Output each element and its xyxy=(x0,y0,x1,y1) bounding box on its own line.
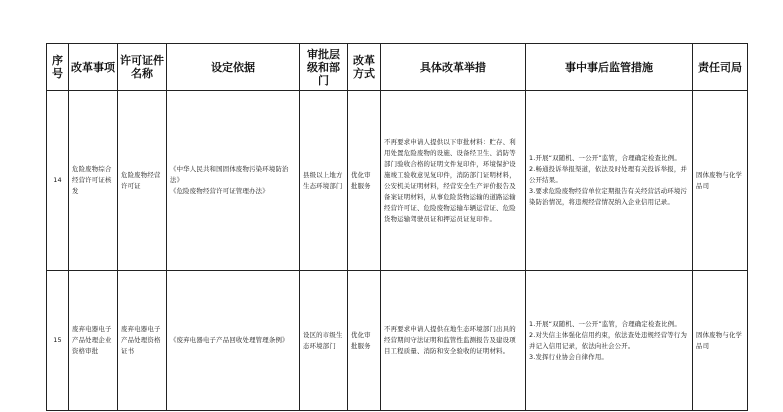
header-no: 序号 xyxy=(47,44,69,91)
row-measures: 不再要求申请人提供以下审批材料：贮存、利用处置危险废物的设施、设备经卫生、消防等部门验收合格的证明文件复印件，环境保护设施竣工验收意见复印件，消防部门证明材料，公安机关证明材料，经营安全生产评价报告及备案证明材料，从事危险货物运输的道路运输经营许可证、危险废物运输车辆运营证、危险货物运输驾驶员证和押运员证复印件。 xyxy=(381,91,526,271)
supervision-line: 1.开展“双随机、一公开”监管，合理确定检查比例。 xyxy=(529,154,681,162)
header-supervision: 事中事后监管措施 xyxy=(526,44,693,91)
table-row xyxy=(47,91,748,271)
table-row xyxy=(47,271,748,411)
header-dept: 责任司局 xyxy=(693,44,748,91)
row-dept: 固体废物与化学品司 xyxy=(693,271,748,411)
basis-line: 《危险废物经营许可证管理办法》 xyxy=(170,187,269,195)
row-item: 危险废物综合经营许可证核发 xyxy=(69,91,118,271)
row-measures: 不再要求申请人提供在地生态环境部门出具的经营期间守法证明和监管性监测报告及建设项目工程质量、消防和安全验收的证明材料。 xyxy=(381,271,526,411)
row-method: 优化审批服务 xyxy=(348,91,381,271)
header-level: 审批层级和部门 xyxy=(300,44,348,91)
row-level: 县级以上地方生态环境部门 xyxy=(300,91,348,271)
row-license: 废弃电器电子产品处理资格证书 xyxy=(118,271,167,411)
header-basis: 设定依据 xyxy=(167,44,300,91)
supervision-line: 1.开展“双随机、一公开”监管，合理确定检查比例。 xyxy=(529,319,681,328)
supervision-line: 3.发挥行业协会自律作用。 xyxy=(529,352,608,361)
supervision-line: 2.畅通投诉举报渠道，依法及时处理有关投诉举报，并公开结果。 xyxy=(529,165,688,184)
supervision-line: 2.对失信主体强化信用约束，依法查处违规经营等行为并记入信用记录，依法向社会公开。 xyxy=(529,330,688,350)
row-supervision xyxy=(526,271,693,411)
reform-table xyxy=(46,43,748,411)
row-method: 优化审批服务 xyxy=(348,271,381,411)
row-basis xyxy=(167,91,300,271)
row-basis xyxy=(167,271,300,411)
row-item: 废弃电器电子产品处理企业资格审批 xyxy=(69,271,118,411)
header-method: 改革方式 xyxy=(348,44,381,91)
basis-line: 《废弃电器电子产品回收处理管理条例》 xyxy=(170,336,289,344)
header-measures: 具体改革举措 xyxy=(381,44,526,91)
basis-line: 《中华人民共和国固体废物污染环境防治法》 xyxy=(170,165,289,184)
header-license: 许可证件名称 xyxy=(118,44,167,91)
header-row xyxy=(47,44,748,91)
row-supervision xyxy=(526,91,693,271)
row-level: 设区的市级生态环境部门 xyxy=(300,271,348,411)
row-dept: 固体废物与化学品司 xyxy=(693,91,748,271)
supervision-line: 3.要求危险废物经营单位定期报告有关经营活动环境污染防治情况，将违规经营情况纳入企业信用记录。 xyxy=(529,187,688,206)
row-no: 14 xyxy=(47,91,69,271)
header-item: 改革事项 xyxy=(69,44,118,91)
row-no: 15 xyxy=(47,271,69,411)
row-license: 危险废物经营许可证 xyxy=(118,91,167,271)
